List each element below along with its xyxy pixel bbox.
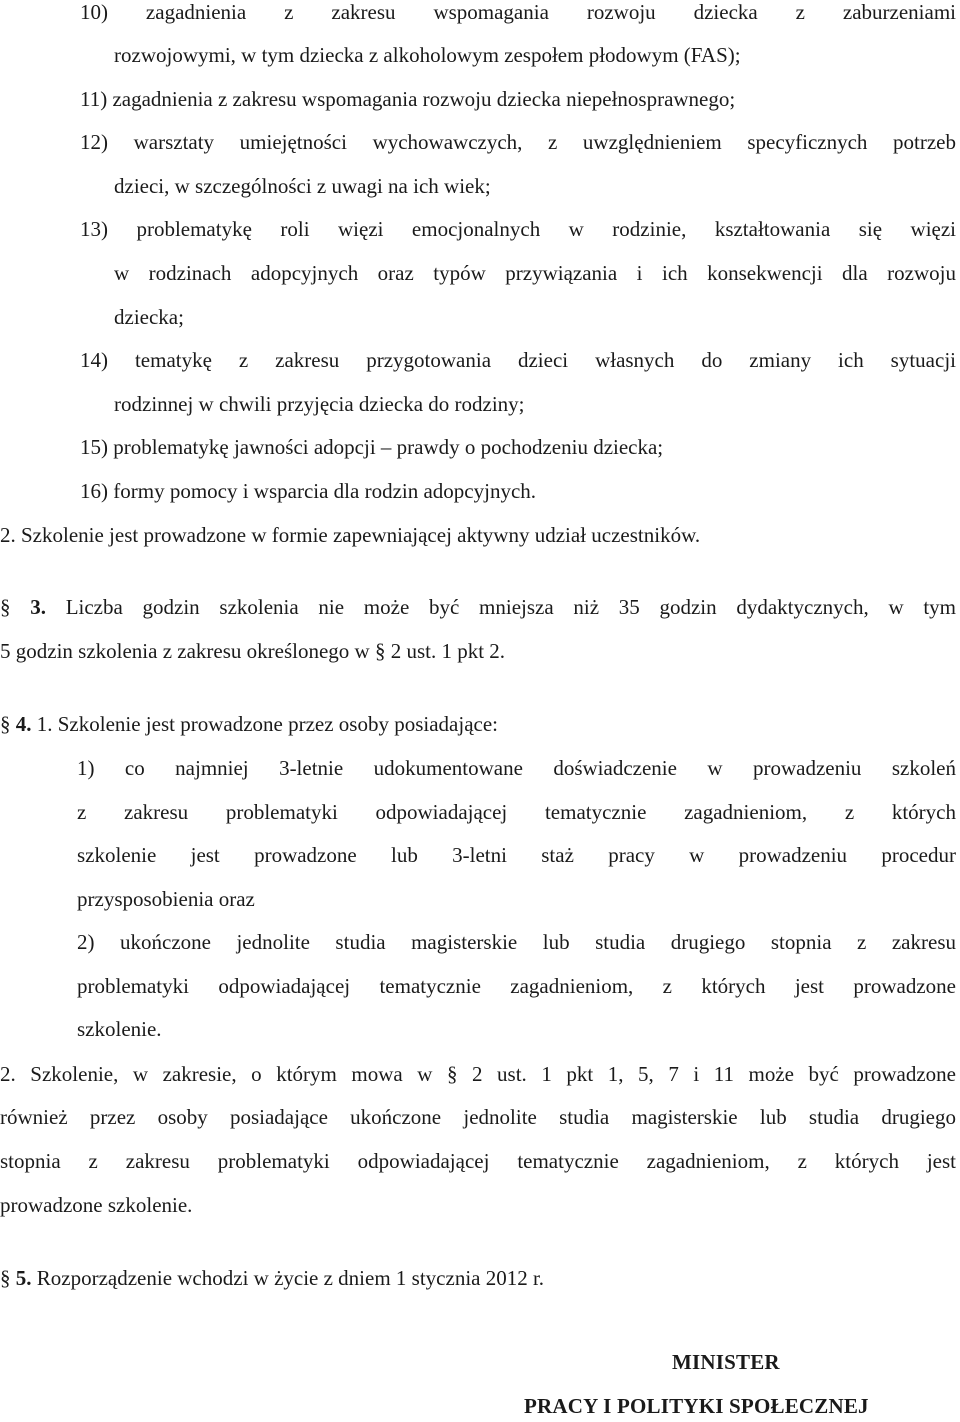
- list-item-13-line-1: 13) problematykę roli więzi emocjonalnych w rodzinie, kształtowania się więzi: [80, 217, 956, 241]
- section-4-sub-2-line-2: również przez osoby posiadające ukończone jednolite studia magisterskie lub studia drugiego: [0, 1105, 956, 1129]
- section-4-item-1-line-4: przysposobienia oraz: [77, 887, 255, 911]
- section-mark: §: [0, 595, 11, 619]
- list-item-12-line-2: dzieci, w szczególności z uwagi na ich wiek;: [114, 174, 491, 198]
- section-4-item-2-line-3: szkolenie.: [77, 1017, 162, 1041]
- section-5: [0, 1263, 544, 1293]
- section-5-number: 5.: [15, 1266, 32, 1290]
- section-mark: §: [0, 1266, 11, 1290]
- section-4-sub-2-line-1: 2. Szkolenie, w zakresie, o którym mowa w § 2 ust. 1 pkt 1, 5, 7 i 11 może być prowadzone: [0, 1062, 956, 1086]
- signature-title: MINISTER: [672, 1350, 780, 1374]
- paragraph-2: 2. Szkolenie jest prowadzone w formie zapewniającej aktywny udział uczestników.: [0, 523, 701, 547]
- list-item-13-line-3: dziecka;: [114, 305, 184, 329]
- section-4-intro-text: 1. Szkolenie jest prowadzone przez osoby posiadające:: [36, 712, 499, 736]
- list-item-11: 11) zagadnienia z zakresu wspomagania rozwoju dziecka niepełnosprawnego;: [80, 87, 736, 111]
- list-item-16: 16) formy pomocy i wsparcia dla rodzin adopcyjnych.: [80, 479, 537, 503]
- section-4-number: 4.: [15, 712, 32, 736]
- section-5-text: Rozporządzenie wchodzi w życie z dniem 1 stycznia 2012 r.: [36, 1266, 545, 1290]
- list-item-13-line-2: w rodzinach adopcyjnych oraz typów przywiązania i ich konsekwencji dla rozwoju: [114, 261, 956, 285]
- section-4-sub-2-line-3: stopnia z zakresu problematyki odpowiadającej tematycznie zagadnieniom, z których jest: [0, 1149, 956, 1173]
- section-4-item-2-line-1: 2) ukończone jednolite studia magisterskie lub studia drugiego stopnia z zakresu: [77, 930, 956, 954]
- section-3-line-1: [0, 592, 956, 622]
- list-item-12-line-1: 12) warsztaty umiejętności wychowawczych, z uwzględnieniem specyficznych potrzeb: [80, 130, 956, 154]
- section-3-line-2: 5 godzin szkolenia z zakresu określonego w § 2 ust. 1 pkt 2.: [0, 639, 506, 663]
- section-4-item-2-line-2: problematyki odpowiadającej tematycznie zagadnieniom, z których jest prowadzone: [77, 974, 956, 998]
- section-3-number: 3.: [30, 595, 46, 619]
- list-item-14-line-1: 14) tematykę z zakresu przygotowania dzieci własnych do zmiany ich sytuacji: [80, 348, 956, 372]
- section-4-item-1-line-3: szkolenie jest prowadzone lub 3-letni staż pracy w prowadzeniu procedur: [77, 843, 956, 867]
- list-item-10-line-1: 10) zagadnienia z zakresu wspomagania rozwoju dziecka z zaburzeniami: [80, 0, 956, 24]
- list-item-10-line-2: rozwojowymi, w tym dziecka z alkoholowym zespołem płodowym (FAS);: [114, 43, 741, 67]
- section-3-text: Liczba godzin szkolenia nie może być mniejsza niż 35 godzin dydaktycznych, w tym: [65, 595, 956, 619]
- section-4-item-1-line-1: 1) co najmniej 3-letnie udokumentowane doświadczenie w prowadzeniu szkoleń: [77, 756, 956, 780]
- section-4-intro: [0, 709, 498, 739]
- list-item-14-line-2: rodzinnej w chwili przyjęcia dziecka do rodziny;: [114, 392, 525, 416]
- section-4-item-1-line-2: z zakresu problematyki odpowiadającej tematycznie zagadnieniom, z których: [77, 800, 956, 824]
- list-item-15: 15) problematykę jawności adopcji – prawdy o pochodzeniu dziecka;: [80, 435, 664, 459]
- signature-office: PRACY I POLITYKI SPOŁECZNEJ: [524, 1394, 869, 1418]
- section-mark: §: [0, 712, 11, 736]
- section-4-sub-2-line-4: prowadzone szkolenie.: [0, 1193, 193, 1217]
